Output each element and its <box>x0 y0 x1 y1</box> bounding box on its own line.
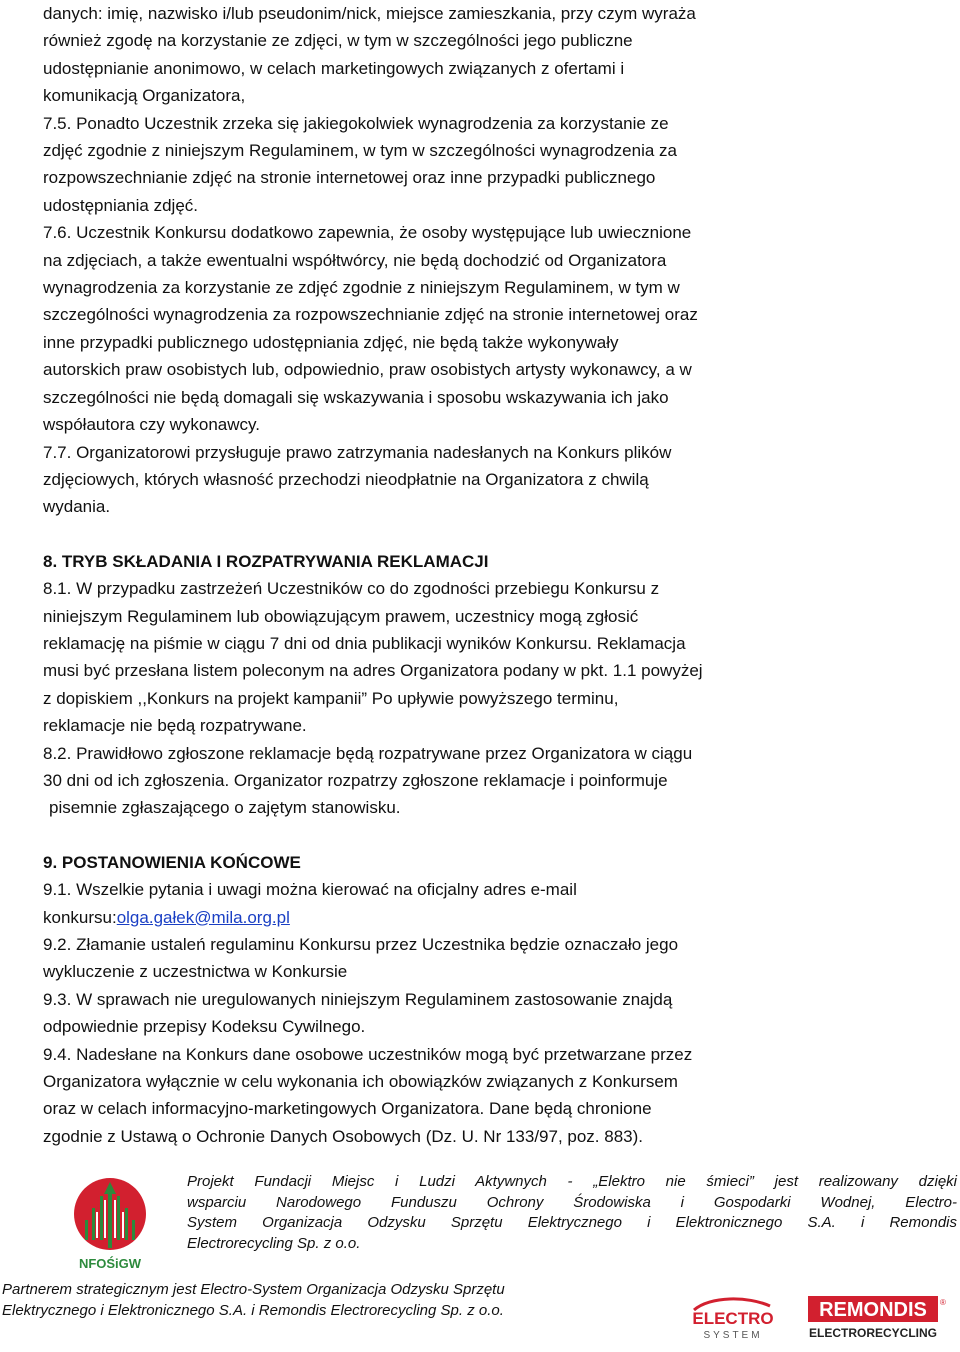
text-line: wydania. <box>43 497 111 517</box>
text-line: zgodnie z Ustawą o Ochronie Danych Osobowych (Dz. U. Nr 133/97, poz. 883). <box>43 1126 644 1146</box>
text-line: 9.4. Nadesłane na Konkurs dane osobowe uczestników mogą być przetwarzane przez <box>43 1044 693 1064</box>
electro-logo-text: ELECTRO <box>692 1309 774 1328</box>
text-line: 9.2. Złamanie ustaleń regulaminu Konkursu przez Uczestnika będzie oznaczało jego <box>43 935 679 954</box>
text-line: inne przypadki publicznego udostępniania zdjęć, nie będą także wykonywały <box>43 332 619 352</box>
text-line: szczególności nie będą domagali się wskazywania i sposobu wskazywania ich jako <box>43 387 669 407</box>
email-link[interactable]: olga.gałek@mila.org.pl <box>116 907 290 927</box>
intro-paragraph <box>43 0 923 110</box>
remondis-logo <box>808 1296 948 1340</box>
text-line: 7.6. Uczestnik Konkursu dodatkowo zapewnia, że osoby występujące lub uwiecznione <box>43 223 692 243</box>
clause-7-6 <box>43 219 923 438</box>
text-line: zdjęciowych, których własność przechodzi nieodpłatnie na Organizatora z chwilą <box>43 469 649 489</box>
remondis-logo-text: REMONDIS <box>819 1299 927 1321</box>
clause-8-2 <box>43 740 923 822</box>
email-prefix: konkursu: <box>43 907 117 927</box>
text-line <box>43 904 923 931</box>
text-line: danych: imię, nazwisko i/lub pseudonim/nick, miejsce zamieszkania, przy czym wyraża <box>43 4 696 23</box>
footer-line: Projekt Fundacji Miejsc i Ludzi Aktywnych - „Elektro nie śmieci” jest realizowany dzięki <box>187 1173 957 1190</box>
text-line: udostępniania zdjęć. <box>43 195 199 215</box>
text-line: szczególności wynagrodzenia za rozpowszechnianie zdjęć na stronie internetowej oraz <box>43 305 698 325</box>
registered-mark: ® <box>940 1298 946 1307</box>
text-line: z dopiskiem ,,Konkurs na projekt kampanii” Po upływie powyższego terminu, <box>43 688 619 708</box>
text-line: autorskich praw osobistych lub, odpowiednio, praw osobistych artysty wykonawcy, a w <box>43 360 692 380</box>
text-line: Organizatora wyłącznie w celu wykonania ich obowiązków związanych z Konkursem <box>43 1072 678 1092</box>
clause-9-1 <box>43 876 923 931</box>
text-line: na zdjęciach, a także ewentualni współtwórcy, nie będą dochodzić od Organizatora <box>43 250 667 270</box>
clause-9-2 <box>43 931 923 986</box>
clause-9-3 <box>43 986 923 1041</box>
text-line: również zgodę na korzystanie ze zdjęci, w tym w szczególności jego publiczne <box>43 31 633 51</box>
nfosigw-logo <box>60 1172 160 1272</box>
text-line: 8.1. W przypadku zastrzeżeń Uczestników co do zgodności przebiegu Konkursu z <box>43 579 660 599</box>
footer-partner-note <box>2 1280 682 1321</box>
text-line: zdjęć zgodnie z niniejszym Regulaminem, w tym w szczególności wynagrodzenia za <box>43 141 677 161</box>
text-line: 7.7. Organizatorowi przysługuje prawo zatrzymania nadesłanych na Konkurs plików <box>43 442 672 462</box>
text-line: 8.2. Prawidłowo zgłoszone reklamacje będą rozpatrywane przez Organizatora w ciągu <box>43 743 693 763</box>
system-logo-text: SYSTEM <box>703 1330 763 1341</box>
text-line: wykluczenie z uczestnictwa w Konkursie <box>43 962 348 982</box>
text-line: oraz w celach informacyjno-marketingowych Organizatora. Dane będą chronione <box>43 1099 652 1119</box>
text-line: 7.5. Ponadto Uczestnik zrzeka się jakiegokolwiek wynagrodzenia za korzystanie ze <box>43 113 669 133</box>
text-line: musi być przesłana listem poleconym na adres Organizatora podany w pkt. 1.1 powyżej <box>43 661 703 681</box>
section-9-heading: 9. POSTANOWIENIA KOŃCOWE <box>43 852 301 872</box>
text-line: reklamacje nie będą rozpatrywane. <box>43 716 307 736</box>
document-body <box>43 0 923 1150</box>
text-line: odpowiednie przepisy Kodeksu Cywilnego. <box>43 1017 366 1037</box>
text-line: rozpowszechnianie zdjęć na stronie internetowej oraz inne przypadki publicznego <box>43 168 656 188</box>
footer-project-note <box>187 1172 957 1254</box>
footer-line: Electrorecycling Sp. z o.o. <box>187 1234 361 1252</box>
electrorecycling-logo-text: ELECTRORECYCLING <box>808 1326 938 1340</box>
text-line: komunikacją Organizatora, <box>43 86 246 106</box>
text-line: 30 dni od ich zgłoszenia. Organizator rozpatrzy zgłoszone reklamacje i poinformuje <box>43 770 668 790</box>
clause-9-4 <box>43 1041 923 1151</box>
text-line: reklamację na piśmie w ciągu 7 dni od dnia publikacji wyników Konkursu. Reklamacja <box>43 633 686 653</box>
text-line: 9.1. Wszelkie pytania i uwagi można kierować na oficjalny adres e-mail <box>43 880 577 900</box>
footer-line: System Organizacja Odzysku Sprzętu Elektrycznego i Elektronicznego S.A. i Remondis <box>187 1214 957 1231</box>
footer-line: wsparciu Narodowego Funduszu Ochrony Środowiska i Gospodarki Wodnej, Electro- <box>187 1193 957 1211</box>
text-line: udostępnianie anonimowo, w celach marketingowych związanych z ofertami i <box>43 58 625 78</box>
text-line: pisemnie zgłaszającego o zajętym stanowisku. <box>49 798 401 818</box>
clause-8-1 <box>43 575 923 739</box>
text-line: niniejszym Regulaminem lub obowiązującym prawem, uczestnicy mogą zgłosić <box>43 606 639 626</box>
section-8-heading: 8. TRYB SKŁADANIA I ROZPATRYWANIA REKLAMACJI <box>43 551 489 571</box>
text-line: 9.3. W sprawach nie uregulowanych niniejszym Regulaminem zastosowanie znajdą <box>43 989 673 1009</box>
footer-line: Elektrycznego i Elektronicznego S.A. i Remondis Electrorecycling Sp. z o.o. <box>2 1301 504 1319</box>
electro-system-logo <box>688 1294 778 1342</box>
nfosigw-logo-text: NFOŚiGW <box>78 1256 142 1271</box>
text-line: współautora czy wykonawcy. <box>43 415 260 435</box>
clause-7-5 <box>43 110 923 220</box>
text-line: wynagrodzenia za korzystanie ze zdjęć zgodnie z niniejszym Regulaminem, w tym w <box>43 278 680 298</box>
clause-7-7 <box>43 439 923 521</box>
footer-line: Partnerem strategicznym jest Electro-System Organizacja Odzysku Sprzętu <box>2 1281 505 1298</box>
